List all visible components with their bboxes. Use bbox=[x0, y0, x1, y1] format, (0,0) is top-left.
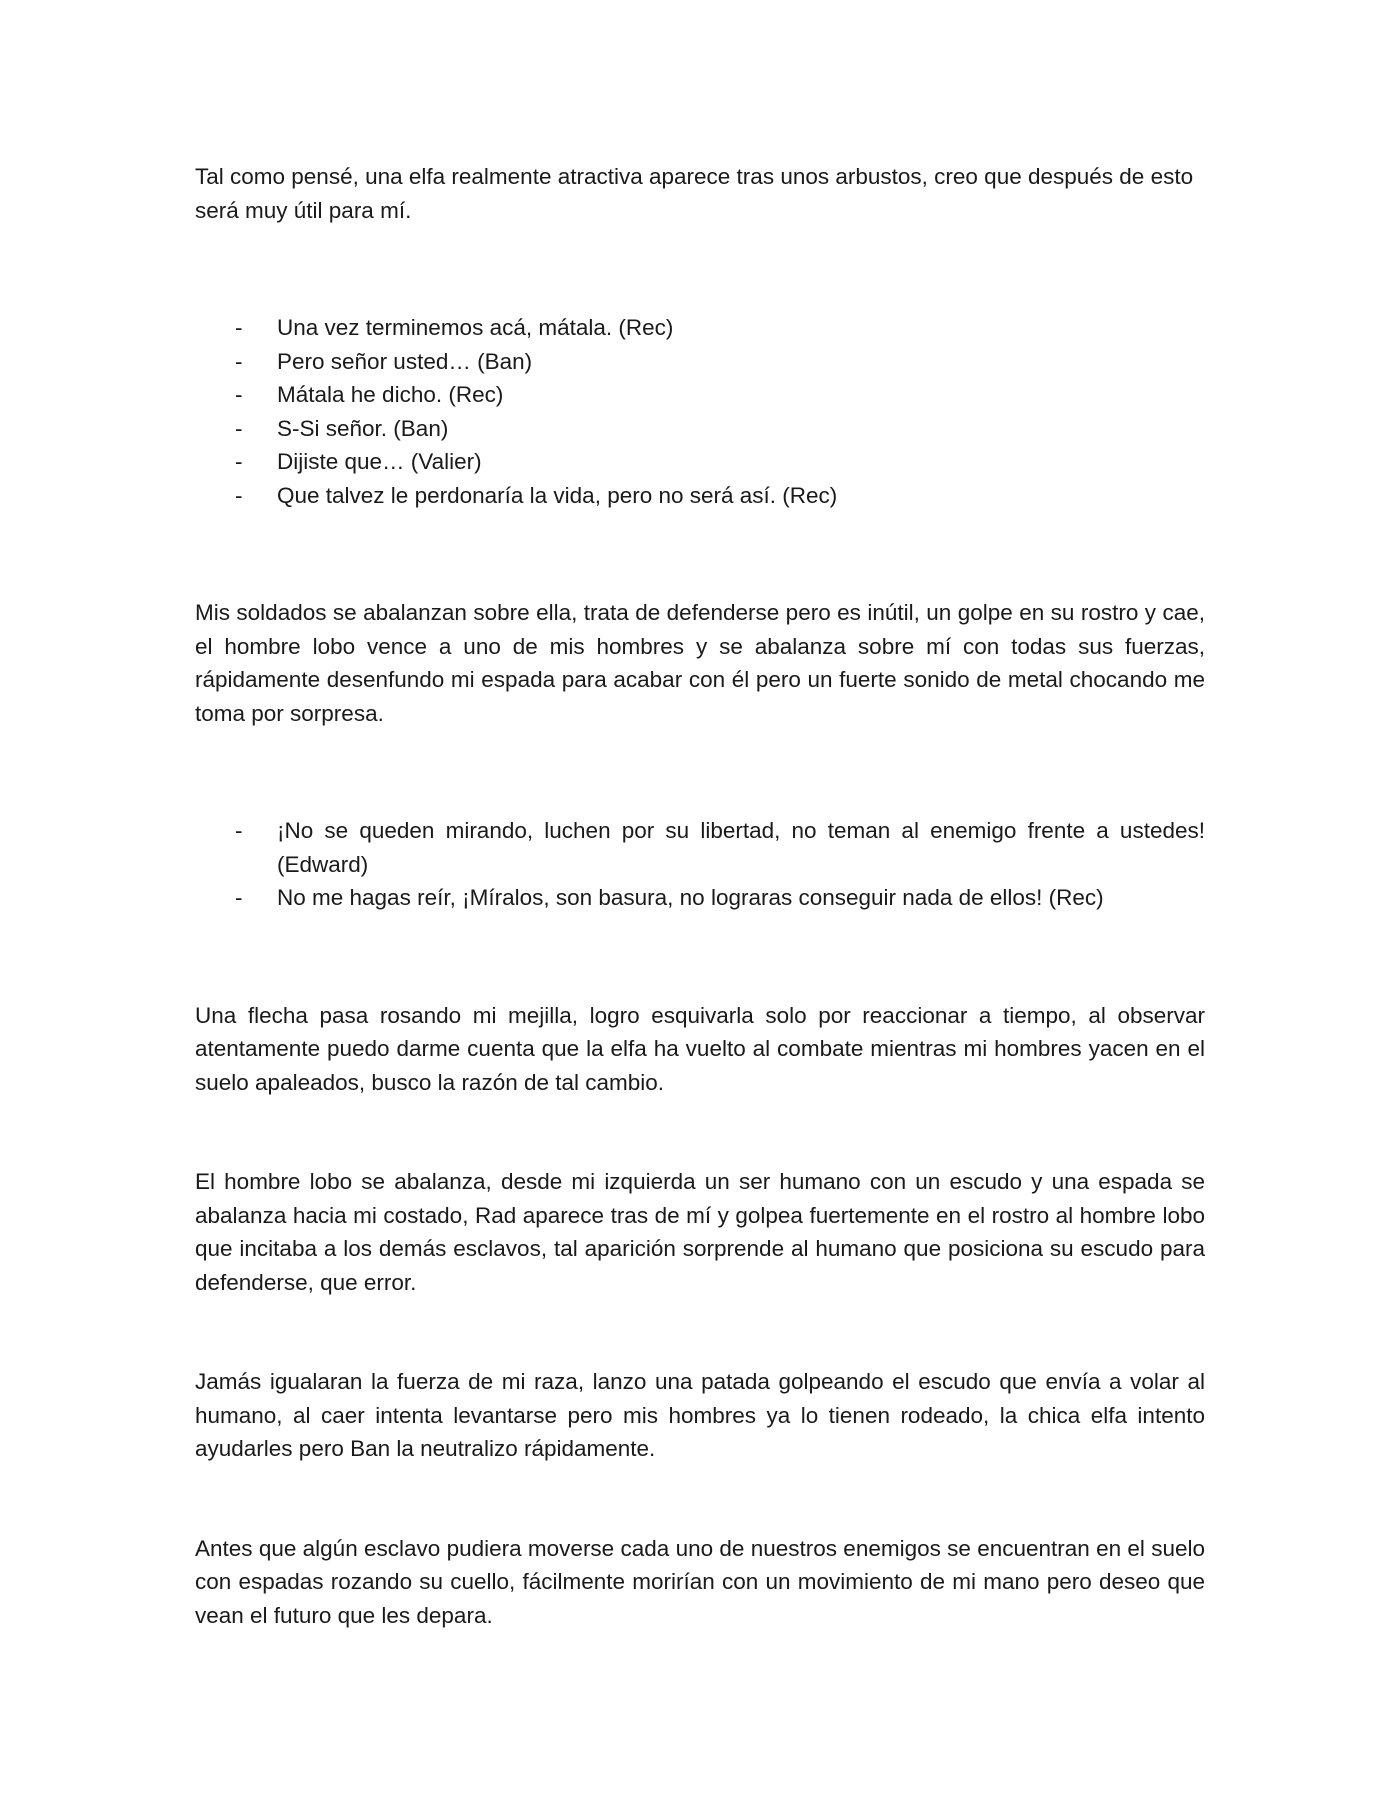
bullet-dash: - bbox=[235, 315, 243, 340]
dialogue-line bbox=[195, 378, 1205, 412]
dialogue-line bbox=[195, 412, 1205, 446]
dialogue-text: Que talvez le perdonaría la vida, pero no será así. (Rec) bbox=[277, 482, 838, 508]
paragraph-1: Tal como pensé, una elfa realmente atractiva aparece tras unos arbustos, creo que después de esto será muy útil para mí. bbox=[195, 164, 1194, 223]
spacer bbox=[195, 512, 1205, 596]
dialogue-text: Pero señor usted… (Ban) bbox=[277, 348, 533, 374]
spacer bbox=[195, 1099, 1205, 1165]
bullet-dash: - bbox=[235, 885, 243, 910]
dialogue-line bbox=[195, 479, 1205, 513]
bullet-dash: - bbox=[235, 449, 243, 474]
dialogue-line bbox=[195, 345, 1205, 379]
dialogue-text: Dijiste que… (Valier) bbox=[277, 449, 482, 474]
paragraph-4: El hombre lobo se abalanza, desde mi izquierda un ser humano con un escudo y una espada se abalanza hacia mi costado, Rad aparece tras de mí y golpea fuertemente en el rostro al hombre lobo que incitaba a los demás esclavos, tal aparición sorprende al humano que posiciona su escudo para defenderse, que error. bbox=[195, 1169, 1205, 1295]
bullet-dash: - bbox=[235, 348, 243, 374]
dialogue-text: S-Si señor. (Ban) bbox=[277, 415, 449, 441]
paragraph-6: Antes que algún esclavo pudiera moverse cada uno de nuestros enemigos se encuentran en el suelo con espadas rozando su cuello, fácilmente morirían con un movimiento de mi mano pero deseo que vean el futuro que les depara. bbox=[195, 1535, 1205, 1628]
dialogue-line bbox=[195, 814, 1205, 881]
dialogue-line bbox=[195, 445, 1205, 479]
dialogue-line bbox=[195, 311, 1205, 345]
spacer bbox=[195, 1299, 1205, 1365]
dialogue-text: Mátala he dicho. (Rec) bbox=[277, 382, 504, 407]
paragraph-5: Jamás igualaran la fuerza de mi raza, lanzo una patada golpeando el escudo que envía a volar al humano, al caer intenta levantarse pero mis hombres ya lo tienen rodeado, la chica elfa intento ayudarles pero Ban la neutralizo rápidamente. bbox=[195, 1369, 1205, 1461]
dialogue-line bbox=[195, 881, 1205, 915]
paragraph-2: Mis soldados se abalanzan sobre ella, trata de defenderse pero es inútil, un golpe en su rostro y cae, el hombre lobo vence a uno de mis hombres y se abalanza sobre mí con todas sus fuerzas, rápidamente desenfundo mi espada para acabar con él pero un fuerte sonido de metal chocando me toma por sorpresa. bbox=[195, 600, 1205, 726]
paragraph-3: Una flecha pasa rosando mi mejilla, logro esquivarla solo por reaccionar a tiempo, al observar atentamente puedo darme cuenta que la elfa ha vuelto al combate mientras mi hombres yacen en el suelo apaleados, busco la razón de tal cambio. bbox=[195, 1002, 1205, 1095]
document-body bbox=[195, 160, 1205, 1632]
bullet-dash: - bbox=[235, 482, 243, 508]
bullet-dash: - bbox=[235, 382, 243, 407]
dialogue-list-1 bbox=[195, 311, 1205, 512]
dialogue-text: Una vez terminemos acá, mátala. (Rec) bbox=[277, 315, 674, 340]
spacer bbox=[195, 227, 1205, 311]
bullet-dash: - bbox=[235, 415, 243, 441]
dialogue-text: ¡No se queden mirando, luchen por su libertad, no teman al enemigo frente a ustedes! (Edward) bbox=[277, 818, 1205, 877]
spacer bbox=[195, 730, 1205, 814]
bullet-dash: - bbox=[235, 818, 243, 843]
spacer bbox=[195, 1466, 1205, 1532]
spacer bbox=[195, 915, 1205, 999]
dialogue-list-2 bbox=[195, 814, 1205, 915]
dialogue-text: No me hagas reír, ¡Míralos, son basura, no lograras conseguir nada de ellos! (Rec) bbox=[277, 885, 1104, 910]
